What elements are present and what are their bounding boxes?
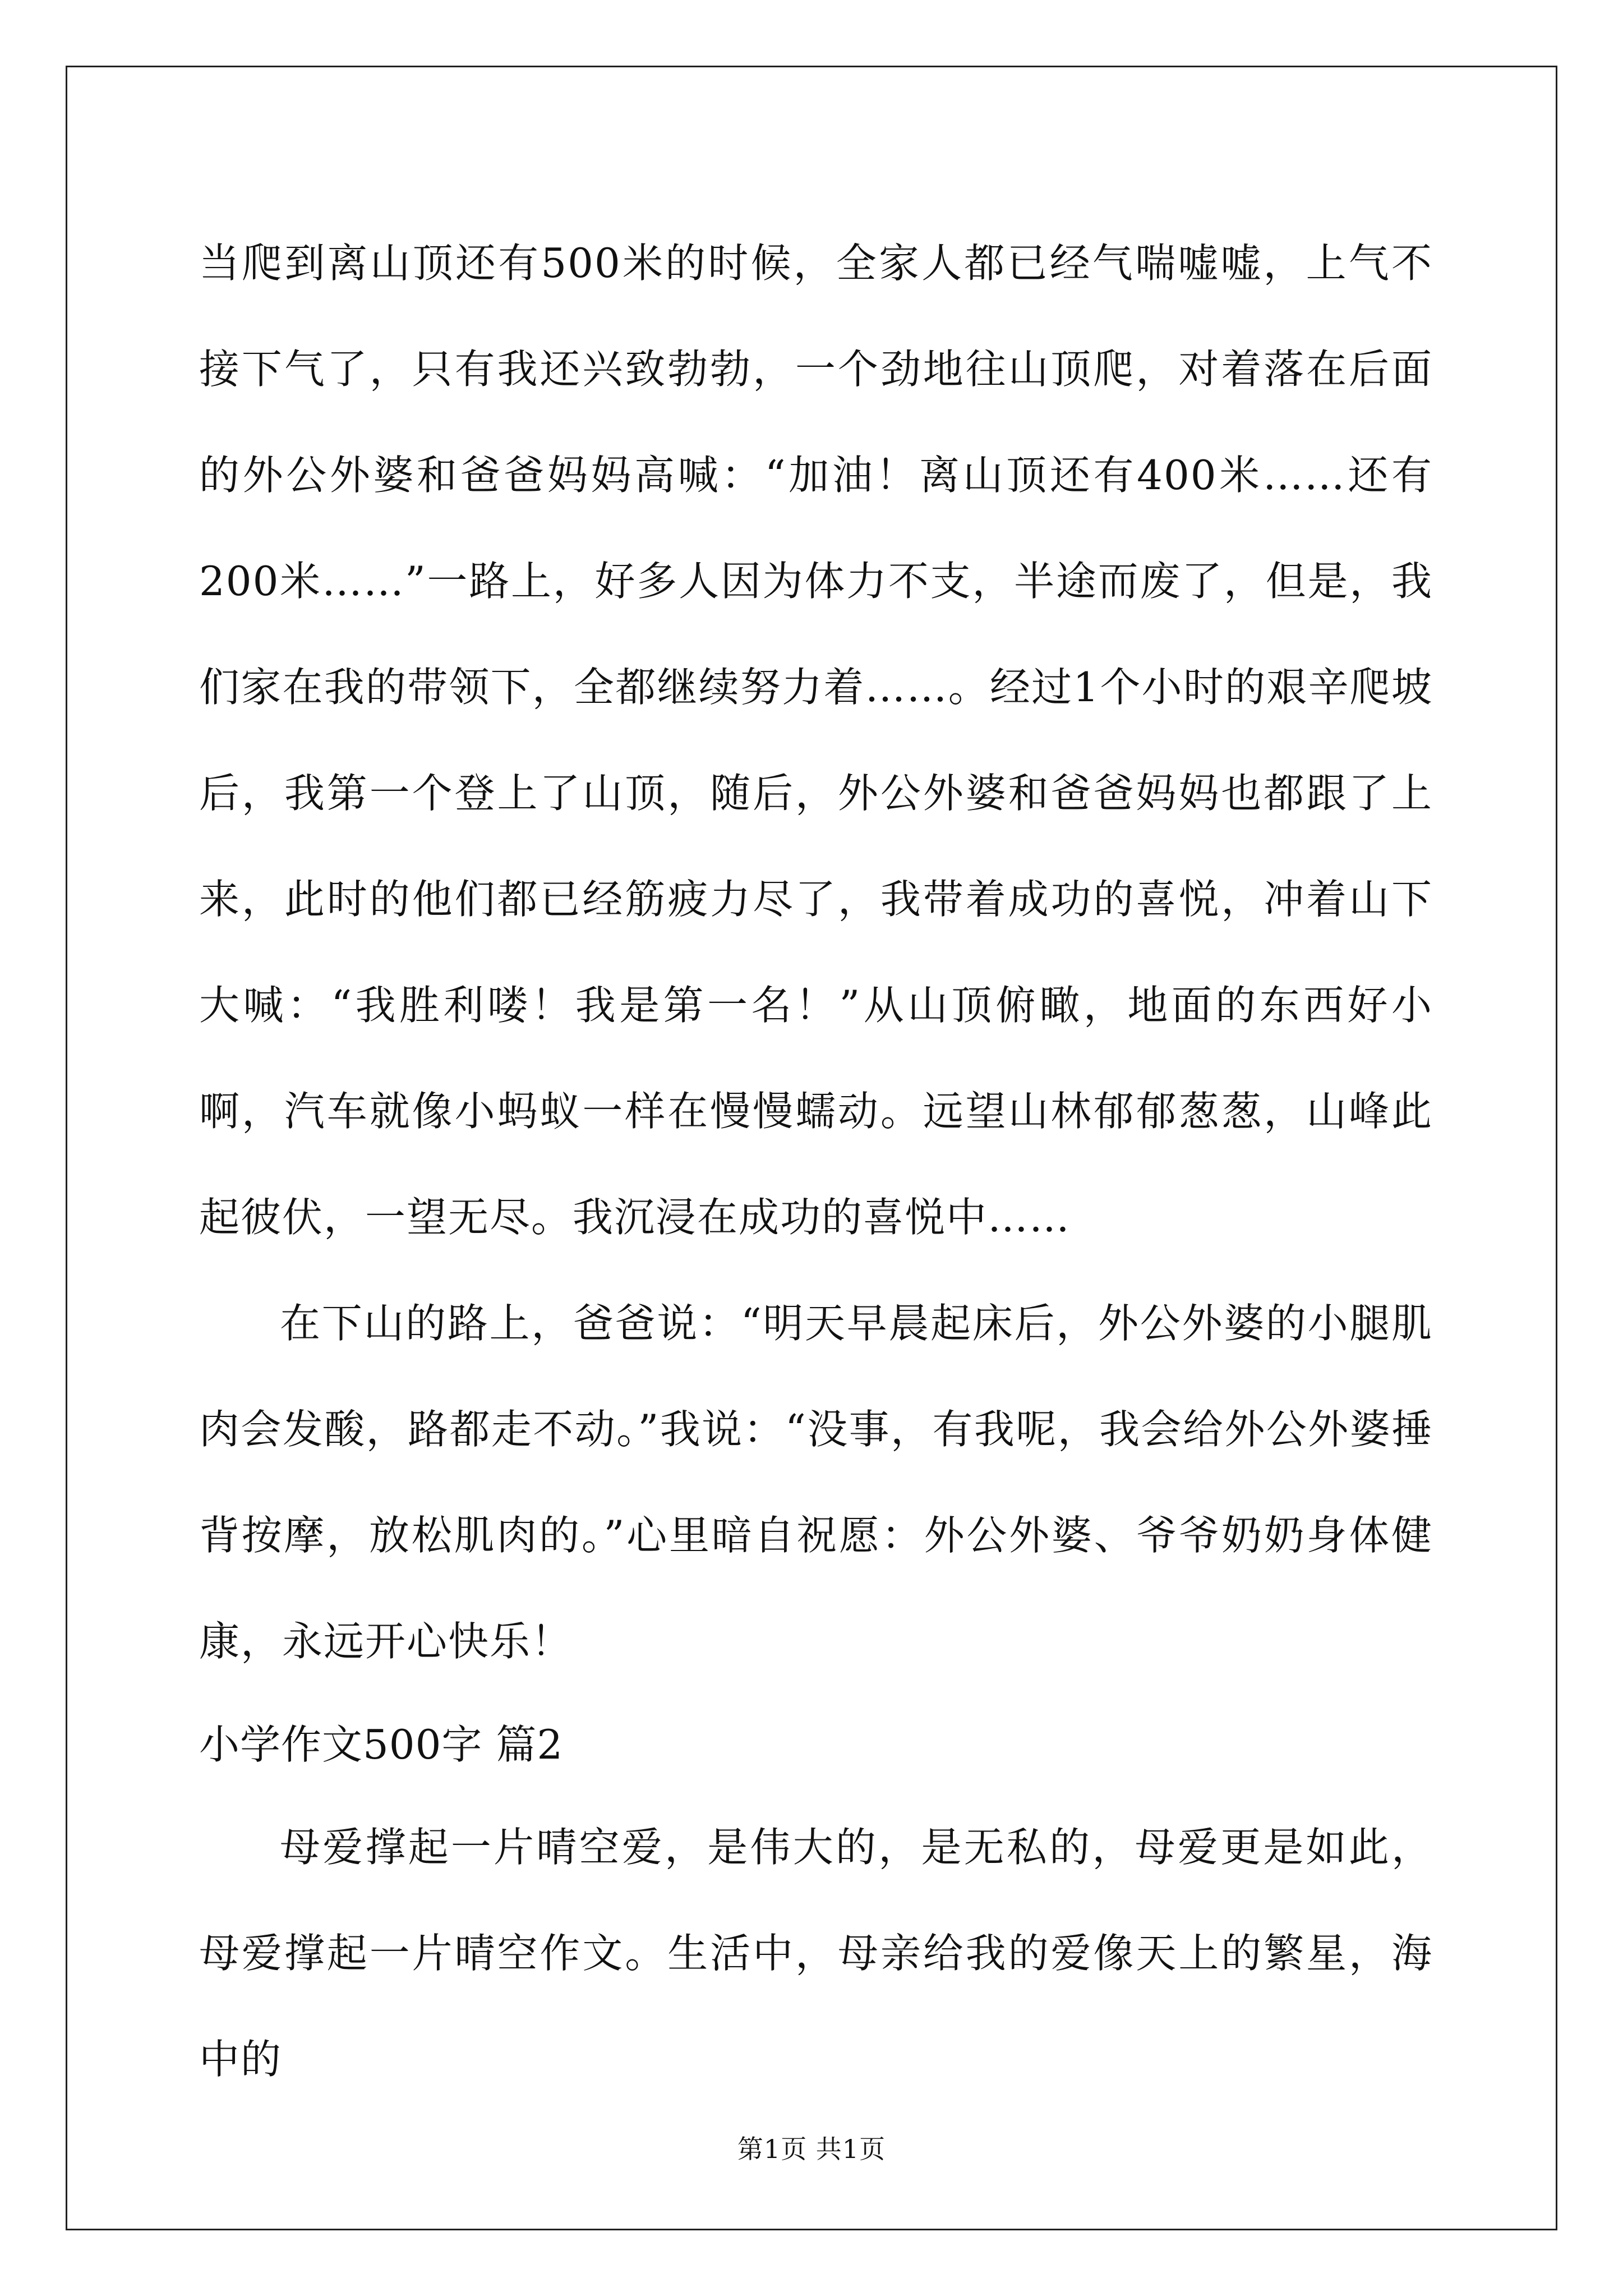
document-body	[199, 210, 1433, 2113]
paragraph-descending: 在下山的路上，爸爸说：“明天早晨起床后，外公外婆的小腿肌肉会发酸，路都走不动。”我说：“没事，有我呢，我会给外公外婆捶背按摩，放松肌肉的。”心里暗自祝愿：外公外婆、爷爷奶奶身体健康，永远开心快乐！	[199, 1300, 1433, 1665]
page-number-footer: 第1页 共1页	[737, 2134, 886, 2164]
paragraph-climbing: 当爬到离山顶还有500米的时候，全家人都已经气喘嘘嘘，上气不接下气了，只有我还兴致勃勃，一个劲地往山顶爬，对着落在后面的外公外婆和爸爸妈妈高喊：“加油！离山顶还有400米……还有200米……”一路上，好多人因为体力不支，半途而废了，但是，我们家在我的带领下，全都继续努力着……。经过1个小时的艰辛爬坡后，我第一个登上了山顶，随后，外公外婆和爸爸妈妈也都跟了上来，此时的他们都已经筋疲力尽了，我带着成功的喜悦，冲着山下大喊：“我胜利喽！我是第一名！”从山顶俯瞰，地面的东西好小啊，汽车就像小蚂蚁一样在慢慢蠕动。远望山林郁郁葱葱，山峰此起彼伏，一望无尽。我沉浸在成功的喜悦中……	[199, 240, 1433, 1241]
section-heading: 小学作文500字 篇2	[199, 1721, 564, 1768]
paragraph-mothers-love: 母爱撑起一片晴空爱，是伟大的，是无私的，母爱更是如此，母爱撑起一片晴空作文。生活中，母亲给我的爱像天上的繁星，海中的	[199, 1824, 1433, 2083]
